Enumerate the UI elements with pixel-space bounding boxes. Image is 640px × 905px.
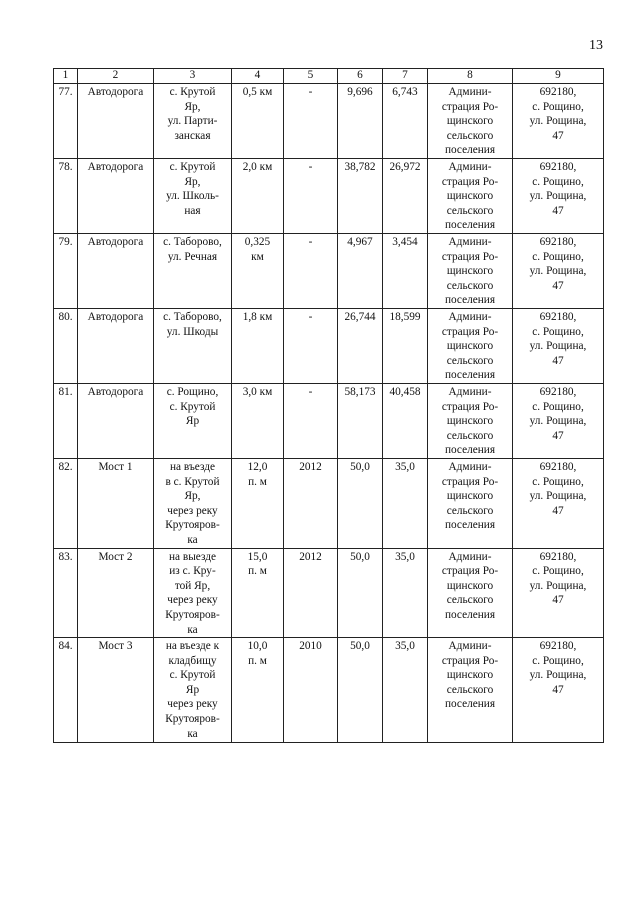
object-location: на въезде к кладбищу с. Крутой Яр через реку Крутояров- ка (154, 638, 232, 743)
column-header: 3 (154, 69, 232, 84)
object-size: 15,0 п. м (232, 548, 284, 638)
value-column-6: 50,0 (338, 458, 383, 548)
value-column-6: 4,967 (338, 233, 383, 308)
holder-name: Админи- страция Ро- щинского сельского поселения (428, 233, 513, 308)
object-year: - (284, 308, 338, 383)
object-location: на въезде в с. Крутой Яр, через реку Крутояров- ка (154, 458, 232, 548)
object-name: Автодорога (78, 308, 154, 383)
object-year: - (284, 233, 338, 308)
holder-name: Админи- страция Ро- щинского сельского поселения (428, 158, 513, 233)
row-number: 83. (54, 548, 78, 638)
object-year: 2012 (284, 548, 338, 638)
holder-address: 692180, с. Рощино, ул. Рощина, 47 (513, 84, 604, 159)
value-column-7: 3,454 (383, 233, 428, 308)
holder-address: 692180, с. Рощино, ул. Рощина, 47 (513, 638, 604, 743)
object-size: 1,8 км (232, 308, 284, 383)
value-column-7: 6,743 (383, 84, 428, 159)
object-location: с. Таборово, ул. Шкоды (154, 308, 232, 383)
value-column-6: 9,696 (338, 84, 383, 159)
value-column-7: 35,0 (383, 548, 428, 638)
holder-name: Админи- страция Ро- щинского сельского поселения (428, 308, 513, 383)
column-header: 9 (513, 69, 604, 84)
column-header: 5 (284, 69, 338, 84)
holder-name: Админи- страция Ро- щинского сельского поселения (428, 383, 513, 458)
object-size: 3,0 км (232, 383, 284, 458)
object-year: - (284, 158, 338, 233)
row-number: 79. (54, 233, 78, 308)
object-location: на выезде из с. Кру- той Яр, через реку Крутояров- ка (154, 548, 232, 638)
object-location: с. Крутой Яр, ул. Парти- занская (154, 84, 232, 159)
object-size: 2,0 км (232, 158, 284, 233)
value-column-7: 40,458 (383, 383, 428, 458)
row-number: 84. (54, 638, 78, 743)
column-header: 1 (54, 69, 78, 84)
value-column-6: 50,0 (338, 638, 383, 743)
object-year: 2010 (284, 638, 338, 743)
holder-address: 692180, с. Рощино, ул. Рощина, 47 (513, 233, 604, 308)
page-number: 13 (589, 38, 603, 53)
holder-address: 692180, с. Рощино, ул. Рощина, 47 (513, 383, 604, 458)
object-name: Автодорога (78, 383, 154, 458)
value-column-6: 26,744 (338, 308, 383, 383)
object-location: с. Рощино, с. Крутой Яр (154, 383, 232, 458)
table-row (54, 548, 604, 638)
row-number: 77. (54, 84, 78, 159)
value-column-6: 38,782 (338, 158, 383, 233)
object-name: Автодорога (78, 84, 154, 159)
value-column-7: 18,599 (383, 308, 428, 383)
object-size: 0,325 км (232, 233, 284, 308)
row-number: 78. (54, 158, 78, 233)
column-header: 4 (232, 69, 284, 84)
table-row (54, 158, 604, 233)
table-row (54, 458, 604, 548)
object-size: 0,5 км (232, 84, 284, 159)
holder-address: 692180, с. Рощино, ул. Рощина, 47 (513, 548, 604, 638)
column-header: 6 (338, 69, 383, 84)
table-row (54, 638, 604, 743)
object-size: 12,0 п. м (232, 458, 284, 548)
value-column-6: 58,173 (338, 383, 383, 458)
holder-name: Админи- страция Ро- щинского сельского поселения (428, 638, 513, 743)
row-number: 80. (54, 308, 78, 383)
table-row (54, 233, 604, 308)
row-number: 82. (54, 458, 78, 548)
object-year: - (284, 84, 338, 159)
holder-address: 692180, с. Рощино, ул. Рощина, 47 (513, 458, 604, 548)
object-year: 2012 (284, 458, 338, 548)
column-header: 7 (383, 69, 428, 84)
holder-name: Админи- страция Ро- щинского сельского поселения (428, 458, 513, 548)
value-column-6: 50,0 (338, 548, 383, 638)
value-column-7: 35,0 (383, 638, 428, 743)
column-header: 2 (78, 69, 154, 84)
value-column-7: 35,0 (383, 458, 428, 548)
object-year: - (284, 383, 338, 458)
object-name: Мост 1 (78, 458, 154, 548)
object-name: Автодорога (78, 158, 154, 233)
table-row (54, 84, 604, 159)
table-row (54, 383, 604, 458)
object-location: с. Крутой Яр, ул. Школь- ная (154, 158, 232, 233)
object-size: 10,0 п. м (232, 638, 284, 743)
holder-address: 692180, с. Рощино, ул. Рощина, 47 (513, 158, 604, 233)
column-header-row (54, 69, 604, 84)
registry-table (53, 68, 604, 743)
object-name: Автодорога (78, 233, 154, 308)
holder-name: Админи- страция Ро- щинского сельского поселения (428, 548, 513, 638)
object-location: с. Таборово, ул. Речная (154, 233, 232, 308)
object-name: Мост 2 (78, 548, 154, 638)
column-header: 8 (428, 69, 513, 84)
holder-name: Админи- страция Ро- щинского сельского поселения (428, 84, 513, 159)
table-row (54, 308, 604, 383)
value-column-7: 26,972 (383, 158, 428, 233)
row-number: 81. (54, 383, 78, 458)
object-name: Мост 3 (78, 638, 154, 743)
holder-address: 692180, с. Рощино, ул. Рощина, 47 (513, 308, 604, 383)
